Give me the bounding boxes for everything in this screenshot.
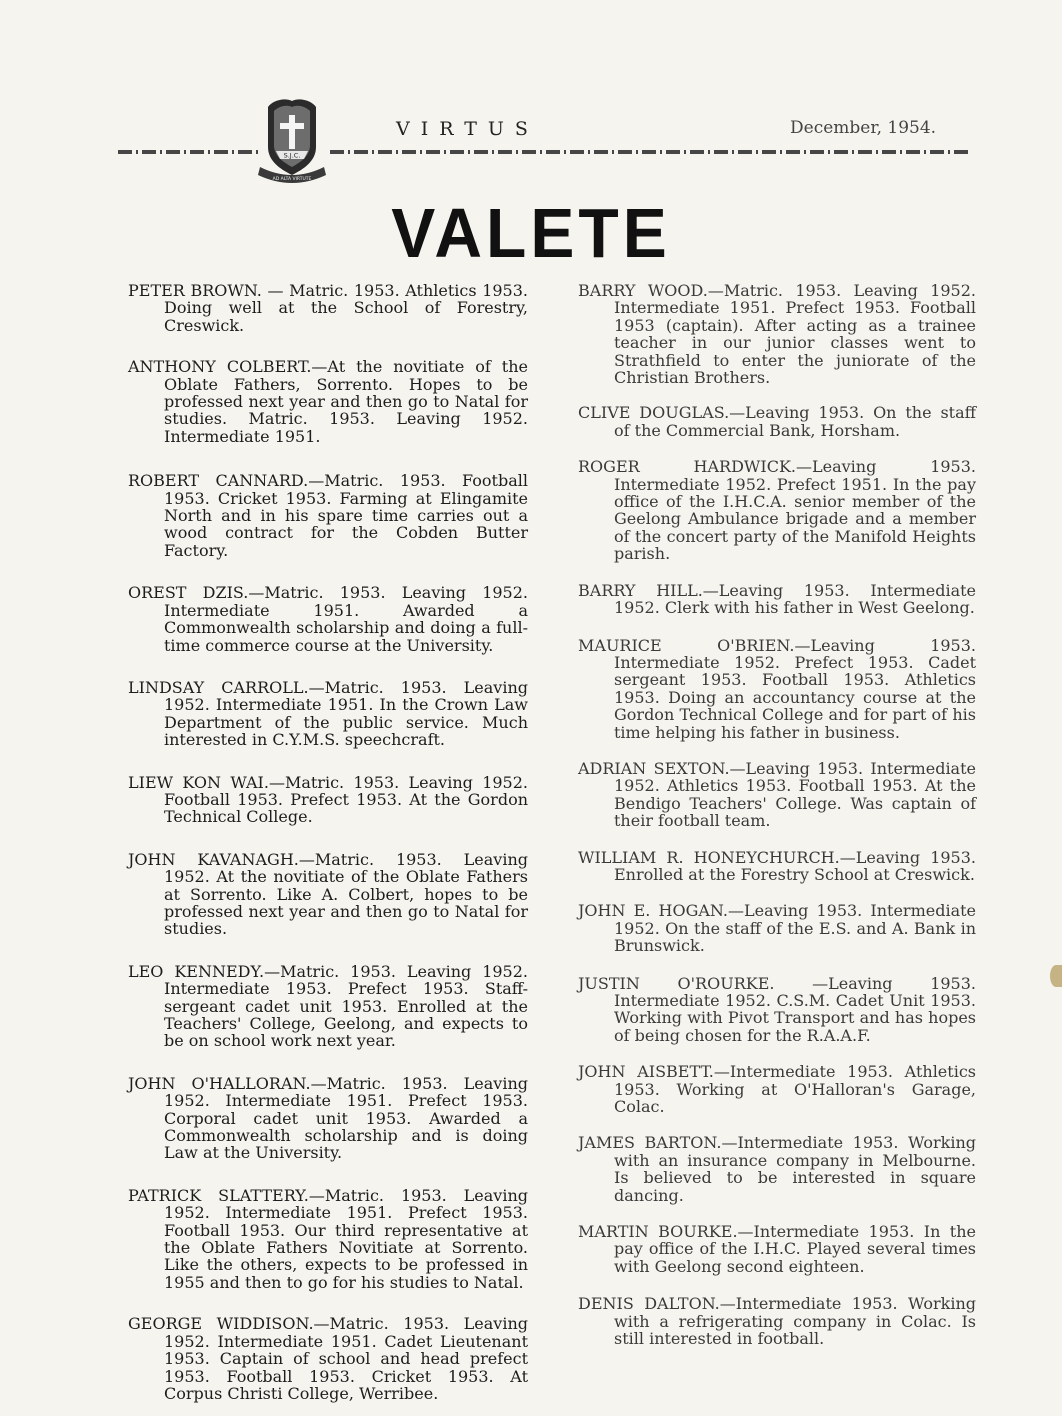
entry-james-barton: JAMES BARTON.—Intermediate 1953. Working with an insurance company in Melbourne. Is believed to be interested in square dancing. [578, 1133, 976, 1205]
header-rule-left [118, 150, 260, 154]
crest-initials: S.J.C. [283, 151, 301, 160]
right-column [578, 282, 976, 1348]
entry-john-ohalloran: JOHN O'HALLORAN.—Matric. 1953. Leaving 1952. Intermediate 1951. Prefect 1953. Corporal cadet unit 1953. Awarded a Commonwealth scholarship and is doing Law at the University. [128, 1073, 528, 1163]
left-column [128, 282, 528, 1402]
entry-leo-kennedy: LEO KENNEDY.—Matric. 1953. Leaving 1952. Intermediate 1953. Prefect 1953. Staff-sergeant cadet unit 1953. Enrolled at the Teachers' College, Geelong, and expects to be on school work next year. [128, 961, 528, 1051]
masthead [0, 0, 1062, 200]
header-rule-right [330, 150, 970, 154]
page-title: VALETE [391, 194, 671, 272]
entry-john-aisbett: JOHN AISBETT.—Intermediate 1953. Athletics 1953. Working at O'Halloran's Garage, Colac. [578, 1062, 976, 1117]
entry-clive-douglas: CLIVE DOUGLAS.—Leaving 1953. On the staff of the Commercial Bank, Horsham. [578, 403, 976, 440]
entry-denis-dalton: DENIS DALTON.—Intermediate 1953. Working with a refrigerating company in Colac. Is still interested in football. [578, 1294, 976, 1349]
entry-barry-wood: BARRY WOOD.—Matric. 1953. Leaving 1952. Intermediate 1951. Prefect 1953. Football 1953 (captain). After acting as a trainee teacher in our junior classes went to Strathfield to enter the juniorate of the Christian Brothers. [578, 281, 976, 388]
entry-john-hogan: JOHN E. HOGAN.—Leaving 1953. Intermediate 1952. On the staff of the E.S. and A. Bank in Brunswick. [578, 901, 976, 956]
entry-william-honeychurch: WILLIAM R. HONEYCHURCH.—Leaving 1953. Enrolled at the Forestry School at Creswick. [578, 847, 976, 884]
page-edge-stain [1050, 965, 1062, 987]
entry-roger-hardwick: ROGER HARDWICK.—Leaving 1953. Intermediate 1952. Prefect 1951. In the pay office of the I.H.C.A. senior member of the Geelong Ambulance brigade and a member of the concert party of the Manifold Heights parish. [578, 457, 976, 564]
crest-motto: AD ALTA VIRTUTE [272, 177, 312, 182]
entry-john-kavanagh: JOHN KAVANAGH.—Matric. 1953. Leaving 1952. At the novitiate of the Oblate Fathers at Sorrento. Like A. Colbert, hopes to be professed next year and then go to Natal for studies. [128, 849, 528, 939]
entry-peter-brown: PETER BROWN. — Matric. 1953. Athletics 1953. Doing well at the School of Forestry, Creswick. [128, 281, 528, 335]
entry-martin-bourke: MARTIN BOURKE.—Intermediate 1953. In the pay office of the I.H.C. Played several times with Geelong second eighteen. [578, 1222, 976, 1276]
entry-anthony-colbert: ANTHONY COLBERT.—At the novitiate of the Oblate Fathers, Sorrento. Hopes to be professed next year and then go to Natal for studies. Matric. 1953. Leaving 1952. Intermediate 1951. [128, 357, 528, 446]
entry-orest-dzis: OREST DZIS.—Matric. 1953. Leaving 1952. Intermediate 1951. Awarded a Commonwealth scholarship and doing a full-time commerce course at the University. [128, 583, 528, 655]
entry-barry-hill: BARRY HILL.—Leaving 1953. Intermediate 1952. Clerk with his father in West Geelong. [578, 580, 976, 618]
entry-lindsay-carroll: LINDSAY CARROLL.—Matric. 1953. Leaving 1952. Intermediate 1951. In the Crown Law Department of the public service. Much interested in C.Y.M.S. speechcraft. [128, 677, 528, 750]
entry-liew-kon-wai: LIEW KON WAI.—Matric. 1953. Leaving 1952. Football 1953. Prefect 1953. At the Gordon Technical College. [128, 772, 528, 827]
entry-robert-cannard: ROBERT CANNARD.—Matric. 1953. Football 1953. Cricket 1953. Farming at Elingamite North and in his spare time carries out a wood contract for the Cobden Butter Factory. [128, 471, 528, 560]
masthead-date: December, 1954. [790, 118, 937, 138]
entry-patrick-slattery: PATRICK SLATTERY.—Matric. 1953. Leaving 1952. Intermediate 1951. Prefect 1953. Football 1953. Our third representative at the Oblate Fathers Novitiate at Sorrento. Like the others, expects to be professed in 1955 and then to go for his studies to Natal. [128, 1185, 528, 1292]
masthead-title: VIRTUS [396, 118, 539, 140]
entry-george-widdison: GEORGE WIDDISON.—Matric. 1953. Leaving 1952. Intermediate 1951. Cadet Lieutenant 1953. Captain of school and head prefect 1953. Football 1953. Cricket 1953. At Corpus Christi College, Werribee. [128, 1314, 528, 1403]
entry-adrian-sexton: ADRIAN SEXTON.—Leaving 1953. Intermediate 1952. Athletics 1953. Football 1953. At the Bendigo Teachers' College. Was captain of their football team. [578, 758, 976, 831]
school-crest-icon [256, 95, 328, 190]
entry-justin-orourke: JUSTIN O'ROURKE. —Leaving 1953. Intermediate 1952. C.S.M. Cadet Unit 1953. Working with Pivot Transport and has hopes of being chosen for the R.A.A.F. [578, 973, 976, 1045]
entry-maurice-obrien: MAURICE O'BRIEN.—Leaving 1953. Intermediate 1952. Prefect 1953. Cadet sergeant 1953. Football 1953. Athletics 1953. Doing an accountancy course at the Gordon Technical College and for part of his time helping his father in business. [578, 635, 976, 742]
